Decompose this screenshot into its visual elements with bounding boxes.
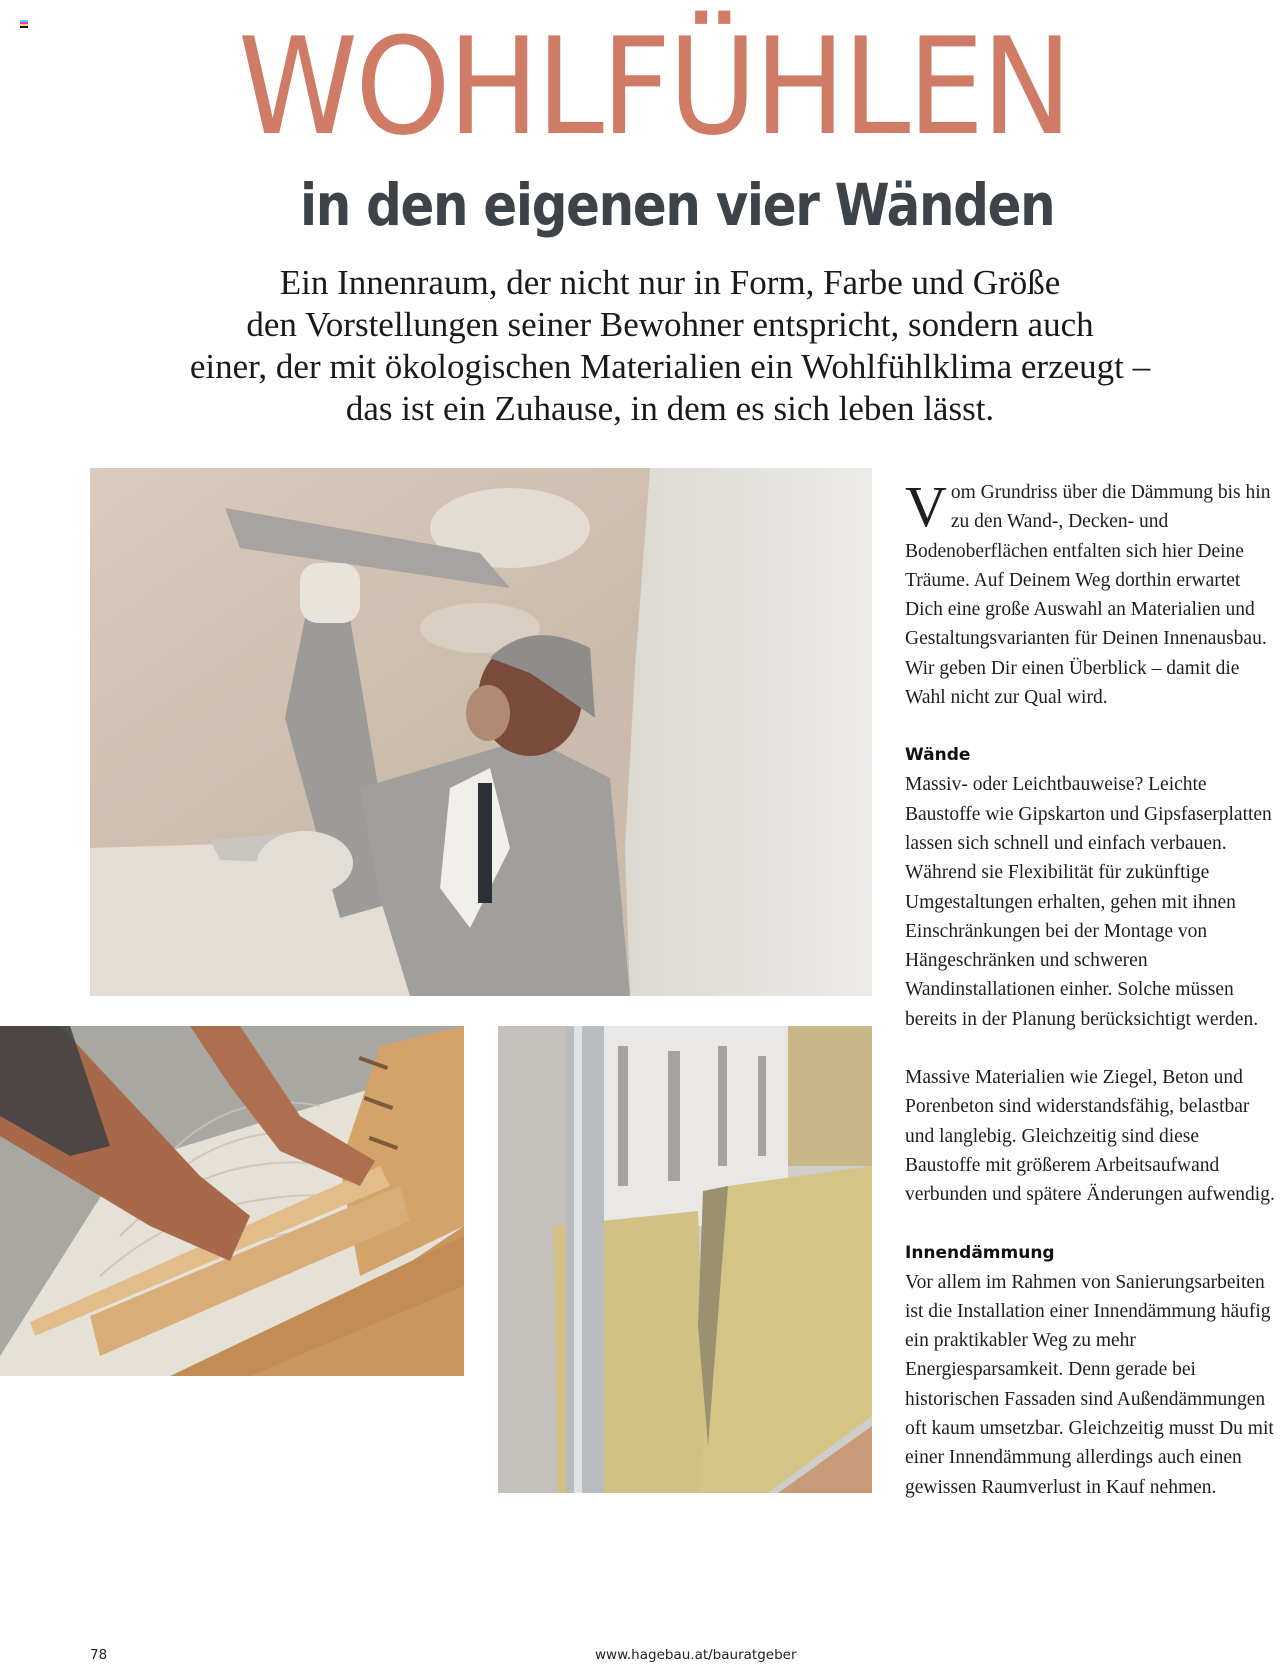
intro-text: om Grundriss über die Dämmung bis hin zu den Wand-, Decken- und Bodenoberflächen entfalten sich hier Deine Träume. Auf Deinem Weg dorthin erwartet Dich eine große Auswahl an Materialien und Gestaltungsvarianten für Deinen Innenausbau. Wir geben Dir einen Überblick – damit die Wahl nicht zur Qual wird. — [905, 482, 1271, 709]
article-column — [905, 474, 1277, 1502]
color-swatch-black — [20, 26, 28, 28]
photo-plasterer — [90, 468, 872, 996]
lead-line: das ist ein Zuhause, in dem es sich leben lässt. — [345, 389, 995, 428]
page-title: WOHLFÜHLEN — [238, 9, 1070, 165]
lead-line: einer, der mit ökologischen Materialien ein Wohlfühlklima erzeugt – — [189, 347, 1151, 386]
lead-paragraph — [80, 262, 1260, 430]
article-intro — [905, 474, 1277, 712]
lead-line: Ein Innenraum, der nicht nur in Form, Farbe und Größe — [279, 263, 1061, 302]
page-number: 78 — [90, 1647, 108, 1663]
section-paragraph: Massiv- oder Leichtbauweise? Leichte Baustoffe wie Gipskarton und Gipsfaserplatten lassen sich schnell und einfach verbauen. Während sie Flexibilität für zukünftige Umgestaltungen erhalten, gehen mit ihnen Einschränkungen bei der Montage von Hängeschränken und schweren Wandinstallationen einher. Solche müssen bereits in der Planung berücksichtigt werden. — [905, 774, 1272, 1030]
photo-interior-insulation — [498, 1026, 872, 1493]
photo-parquet-laying — [0, 1026, 464, 1376]
lead-line: den Vorstellungen seiner Bewohner entspricht, sondern auch — [246, 305, 1094, 344]
footer-url-link[interactable]: www.hagebau.at/bauratgeber — [595, 1647, 797, 1663]
section-paragraph: Massive Materialien wie Ziegel, Beton und Porenbeton sind widerstandsfähig, belastbar und langlebig. Gleichzeitig sind diese Baustoffe mit größerem Arbeitsaufwand verbunden und spätere Änderungen aufwendig. — [905, 1067, 1275, 1206]
section-heading-waende: Wände — [905, 745, 971, 766]
section-heading-innendaemmung: Innendämmung — [905, 1242, 1055, 1263]
dropcap: V — [905, 474, 947, 539]
section-paragraph: Vor allem im Rahmen von Sanierungsarbeiten ist die Installation einer Innendämmung häufig ein praktikabler Weg zu mehr Energiesparsamkeit. Denn gerade bei historischen Fassaden sind Außendämmungen oft kaum umsetzbar. Gleichzeitig musst Du mit einer Innendämmung allerdings auch einen gewissen Raumverlust in Kauf nehmen. — [905, 1271, 1274, 1498]
print-color-bar — [20, 20, 28, 28]
page-subtitle: in den eigenen vier Wänden — [300, 171, 1055, 239]
